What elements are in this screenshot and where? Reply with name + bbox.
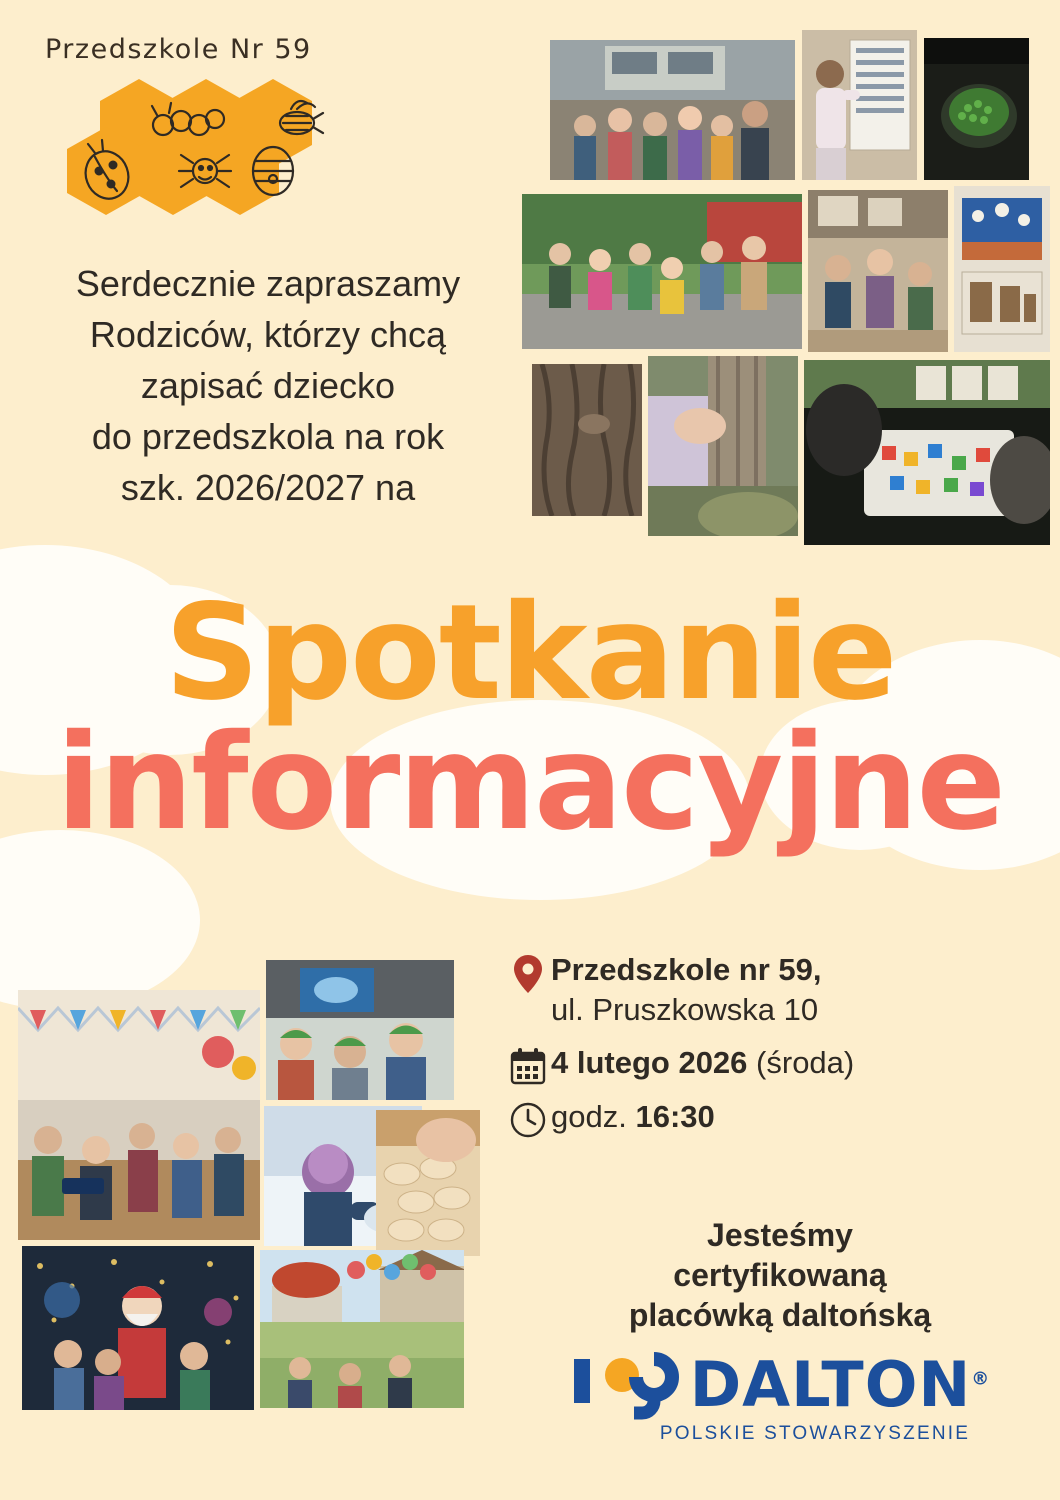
- headline-line-1: Spotkanie: [164, 576, 896, 730]
- photo-mosaic-light-table: [804, 360, 1050, 545]
- detail-row-time: [505, 1097, 1045, 1139]
- date-weekday: (środa): [756, 1044, 855, 1080]
- calendar-icon: [505, 1043, 551, 1085]
- photo-child-board: [802, 30, 917, 180]
- intro-line: Serdecznie zapraszamy: [75, 263, 461, 304]
- photo-garden-balloons: [260, 1250, 464, 1408]
- intro-paragraph: [18, 258, 518, 514]
- photo-green-beads: [924, 38, 1029, 180]
- clock-icon: [505, 1097, 551, 1139]
- intro-line: Rodziców, którzy chcą: [89, 314, 447, 356]
- logo-block: [45, 34, 375, 224]
- dalton-logo: [520, 1349, 1040, 1421]
- photo-santa-visit: [22, 1246, 254, 1410]
- insect-doodles-icon: [45, 79, 335, 224]
- photo-carnival-ball: [18, 990, 260, 1240]
- dalton-claim-line: certyfikowaną: [673, 1257, 887, 1293]
- photo-group-outdoors: [550, 40, 795, 180]
- photo-tree-bark: [532, 364, 642, 516]
- honeycomb-bees-logo-icon: [45, 79, 335, 224]
- photo-theatre-performance: [522, 194, 802, 349]
- detail-row-date: [505, 1043, 1045, 1085]
- detail-location-text: [551, 950, 822, 1031]
- registered-mark: ®: [971, 1368, 991, 1390]
- photo-artworks-wall: [954, 186, 1050, 352]
- photo-collage-bottom: [8, 950, 468, 1450]
- time-value: 16:30: [635, 1098, 715, 1134]
- location-address: ul. Pruszkowska 10: [551, 992, 819, 1028]
- photo-baking-dough: [376, 1110, 480, 1256]
- photo-kids-green-caps: [266, 960, 454, 1100]
- photo-collage-top: [512, 8, 1052, 568]
- location-name: Przedszkole nr 59,: [551, 952, 822, 987]
- intro-line: zapisać dziecko: [140, 365, 396, 407]
- dalton-claim: [520, 1215, 1040, 1335]
- dalton-subtitle: POLSKIE STOWARZYSZENIE: [659, 1423, 971, 1444]
- dalton-word-text: DALTON: [689, 1348, 972, 1422]
- dalton-claim-line: placówką daltońską: [628, 1297, 932, 1333]
- date-value: 4 lutego 2026: [551, 1044, 748, 1080]
- dalton-claim-line: Jesteśmy: [707, 1217, 853, 1253]
- detail-date-text: [551, 1043, 854, 1083]
- headline: [0, 576, 1060, 860]
- dalton-mark-icon: [570, 1349, 680, 1421]
- map-pin-icon: [505, 950, 551, 994]
- dalton-wordmark: [689, 1348, 991, 1422]
- page-title: Przedszkole Nr 59: [45, 34, 312, 65]
- photo-classroom-activity: [808, 190, 948, 352]
- event-details: [505, 950, 1045, 1151]
- time-prefix: godz.: [551, 1098, 627, 1134]
- detail-time-text: [551, 1097, 715, 1137]
- intro-line: szk. 2026/2027 na: [120, 467, 416, 509]
- photo-child-hand-tree: [648, 356, 798, 536]
- headline-line-2: informacyjne: [55, 705, 1005, 860]
- detail-row-location: [505, 950, 1045, 1031]
- intro-line: do przedszkola na rok: [91, 416, 445, 458]
- dalton-certification: [520, 1215, 1040, 1445]
